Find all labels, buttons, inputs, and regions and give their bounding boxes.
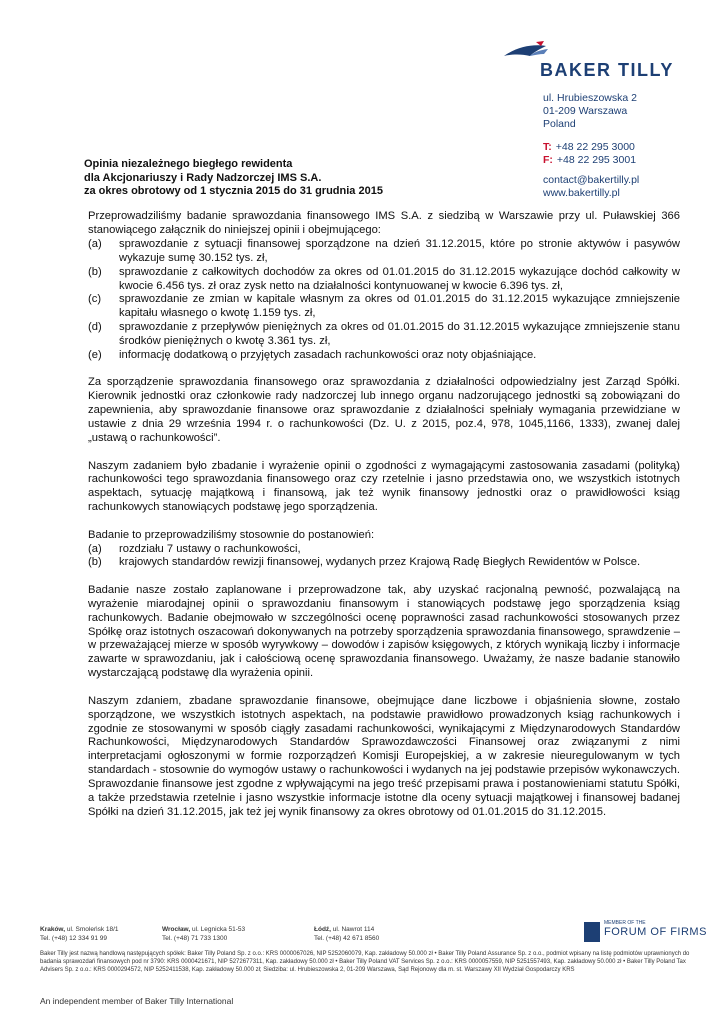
office-phone: Tel. (+48) 12 334 91 99 (40, 935, 108, 942)
list-text: sprawozdanie ze zmian w kapitale własnym za okres od 01.01.2015 do 31.12.2015 wykazujące zmniejszenie kapitału własnego o kwotę 1.159 tys. zł, (119, 293, 680, 320)
list-text: sprawozdanie z przepływów pieniężnych za okres od 01.01.2015 do 31.12.2015 wykazujące zmniejszenie stanu środków pieniężnych o kwotę 3.361 tys. zł, (119, 321, 680, 348)
list-marker: (a) (88, 237, 102, 250)
fax-number: +48 22 295 3001 (556, 153, 637, 166)
legal-notice: Baker Tilly jest nazwą handlową następujących spółek: Baker Tilly Poland Sp. z o.o.: KRS 0000067026, NIP 5252060079, Kap. zakładowy 50.000 zł • Baker Tilly Poland Assurance Sp. z o.o., podmiot wpisany na listę podmiotów uprawnionych do badania sprawozdań finansowych pod nr 3790: KRS 0000421671, NIP 5272677311, Kap. zakładowy 50.000 zł • Baker Tilly Poland VAT Services Sp. z o.o.: KRS 0000057559, NIP 5251557493, Kap. zakładowy 50.000 zł • Baker Tilly Poland Tax Advisers Sp. z o.o.: KRS 0000294572, NIP 5252411538, Kap. zakładowy 50.000 zł; Siedziba: ul. Hrubieszowska 2, 01-209 Warszawa, Sąd Rejonowy dla m. st. Warszawy XII Wydział Gospodarczy KRS (40, 951, 690, 973)
list-marker: (b) (88, 556, 102, 569)
forum-of-firms-icon (584, 922, 600, 942)
forum-small-text: MEMBER OF THE (604, 920, 646, 926)
standards-list (88, 543, 680, 571)
office-lodz (314, 925, 454, 943)
fax-label: F: (543, 153, 553, 166)
phone-number: +48 22 295 3000 (555, 141, 635, 153)
office-address: ul. Smoleńsk 18/1 (66, 926, 119, 933)
list-text: rozdziału 7 ustawy o rachunkowości, (119, 542, 301, 555)
office-phone: Tel. (+48) 71 733 1300 (162, 935, 228, 942)
email-link[interactable]: contact@bakertilly.pl (543, 174, 640, 186)
list-text: informację dodatkową o przyjętych zasadach rachunkowości oraz noty objaśniające. (119, 349, 537, 362)
standards-intro: Badanie to przeprowadziliśmy stosownie do postanowień: (88, 528, 375, 541)
scope-list (88, 238, 680, 363)
office-address: ul. Legnicka 51-53 (192, 926, 246, 933)
list-marker: (c) (88, 293, 102, 306)
list-text: sprawozdanie z całkowitych dochodów za okres od 01.01.2015 do 31.12.2015 wykazujące dochód całkowity w kwocie 6.456 tys. zł oraz zysk netto na działalności kontynuowanej w kwocie 6.396 tys. zł, (119, 265, 680, 292)
list-item (88, 321, 680, 349)
heading-line: Opinia niezależnego biegłego rewidenta (84, 158, 293, 170)
heading-line: dla Akcjonariuszy i Rady Nadzorczej IMS S.A. (84, 171, 322, 184)
office-address (543, 92, 637, 131)
website-link[interactable]: www.bakertilly.pl (543, 186, 620, 199)
document-body (88, 210, 680, 833)
list-item (88, 266, 680, 294)
list-item (88, 238, 680, 266)
list-marker: (d) (88, 321, 102, 334)
auditor-task-paragraph: Naszym zadaniem było zbadanie i wyrażenie opinii o zgodności z wymagającymi zastosowania zasadami (polityką) rachunkowości tego sprawozdania finansowego oraz czy rzetelnie i jasno przedstawia ono, we wszystkich istotnych aspektach, sytuację majątkową i finansową, jak też wynik finansowy jednostki oraz o prawidłowości ksiąg rachunkowych stanowiących podstawę jego sporządzenia. (88, 459, 680, 514)
list-item (88, 293, 680, 321)
address-line: ul. Hrubieszowska 2 (543, 92, 637, 104)
list-marker: (e) (88, 349, 102, 362)
address-line: Poland (543, 118, 576, 130)
heading-line: za okres obrotowy od 1 stycznia 2015 do 31 grudnia 2015 (84, 185, 383, 197)
office-krakow (40, 925, 180, 943)
office-wroclaw (162, 925, 302, 943)
forum-big-text: FORUM OF FIRMS (604, 926, 707, 938)
list-item (88, 349, 680, 363)
list-text: krajowych standardów rewizji finansowej, wydanych przez Krajową Radę Biegłych Rewidentów w Polsce. (119, 556, 641, 569)
audit-scope-paragraph: Badanie nasze zostało zaplanowane i przeprowadzone tak, aby uzyskać racjonalną pewność, pozwalającą na wyrażenie miarodajnej opinii o sprawozdaniu finansowym i stanowiących podstawę jego sporządzenia ksiąg rachunkowych. Badanie obejmowało w szczególności ocenę poprawności zasad rachunkowości stosowanych przez Spółkę oraz istotnych oszacowań dokonywanych na potrzeby sporządzenia sprawozdania finansowego, sprawdzenie – w przeważającej mierze w sposób wyrywkowy – dowodów i zapisów księgowych, z których wynikają liczby i informacje zawarte w sprawozdaniu, jak i całościową ocenę sprawozdania finansowego. Uważamy, że nasze badanie stanowiło wystarczającą podstawę dla wyrażenia opinii. (88, 583, 680, 680)
office-city: Łódź, (314, 926, 331, 933)
intro-paragraph: Przeprowadziliśmy badanie sprawozdania finansowego IMS S.A. z siedzibą w Warszawie przy ul. Puławskiej 366 stanowiącego załącznik do niniejszej opinii i obejmującego: (88, 210, 680, 236)
document-heading (84, 158, 383, 199)
list-item (88, 543, 680, 557)
list-marker: (b) (88, 265, 102, 278)
office-address: ul. Nawrot 114 (332, 926, 375, 933)
address-line: 01-209 Warszawa (543, 105, 628, 117)
office-city: Kraków, (40, 926, 66, 933)
member-statement: An independent member of Baker Tilly International (40, 996, 234, 1006)
list-marker: (a) (88, 542, 102, 555)
web-contact (543, 174, 639, 199)
office-phone: Tel. (+48) 42 671 8560 (314, 935, 380, 942)
contact-numbers (543, 141, 636, 166)
logo-wordmark: BAKER TILLY (540, 60, 674, 80)
responsibility-paragraph: Za sporządzenie sprawozdania finansowego oraz sprawozdania z działalności odpowiedzialny jest Zarząd Spółki. Kierownik jednostki oraz członkowie rady nadzorczej lub innego organu nadzorującego jednostki są zobowiązani do zapewnienia, aby sprawozdanie finansowe oraz sprawozdanie z działalności spełniały wymagania przewidziane w ustawie z dnia 29 września 1994 r. o rachunkowości (Dz. U. z 2015, poz.4, 978, 1045,1166, 1333), zwanej dalej „ustawą o rachunkowości”. (88, 376, 680, 445)
list-item (88, 556, 680, 570)
office-city: Wrocław, (162, 926, 191, 933)
forum-of-firms-logo (604, 920, 707, 939)
opinion-paragraph: Naszym zdaniem, zbadane sprawozdanie finansowe, obejmujące dane liczbowe i objaśnienia słowne, zostało sporządzone, we wszystkich istotnych aspektach, na podstawie prawidłowo prowadzonych ksiąg rachunkowych i zgodnie ze stosowanymi w sposób ciągły zasadami rachunkowości, wynikającymi z Międzynarodowych Standardów Rachunkowości, Międzynarodowych Standardów Sprawozdawczości Finansowej oraz związanymi z nimi interpretacjami ogłoszonymi w formie rozporządzeń Komisji Europejskiej, a w zakresie nieuregulowanym w tych standardach - stosownie do wymogów ustawy o rachunkowości i wydanych na jej podstawie przepisów wykonawczych. Sprawozdanie finansowe jest zgodne z wpływającymi na jego treść przepisami prawa i postanowieniami statutu Spółki, a także przedstawia rzetelnie i jasno wszystkie informacje istotne dla oceny sytuacji majątkowej i finansowej badanej Spółki na dzień 31.12.2015, jak też jej wynik finansowy za okres obrotowy od 01.01.2015 do 31.12.2015. (88, 694, 680, 818)
phone-label: T: (543, 141, 552, 153)
list-text: sprawozdanie z sytuacji finansowej sporządzone na dzień 31.12.2015, które po stronie aktywów i pasywów wykazuje sumę 30.152 tys. zł, (119, 237, 680, 264)
